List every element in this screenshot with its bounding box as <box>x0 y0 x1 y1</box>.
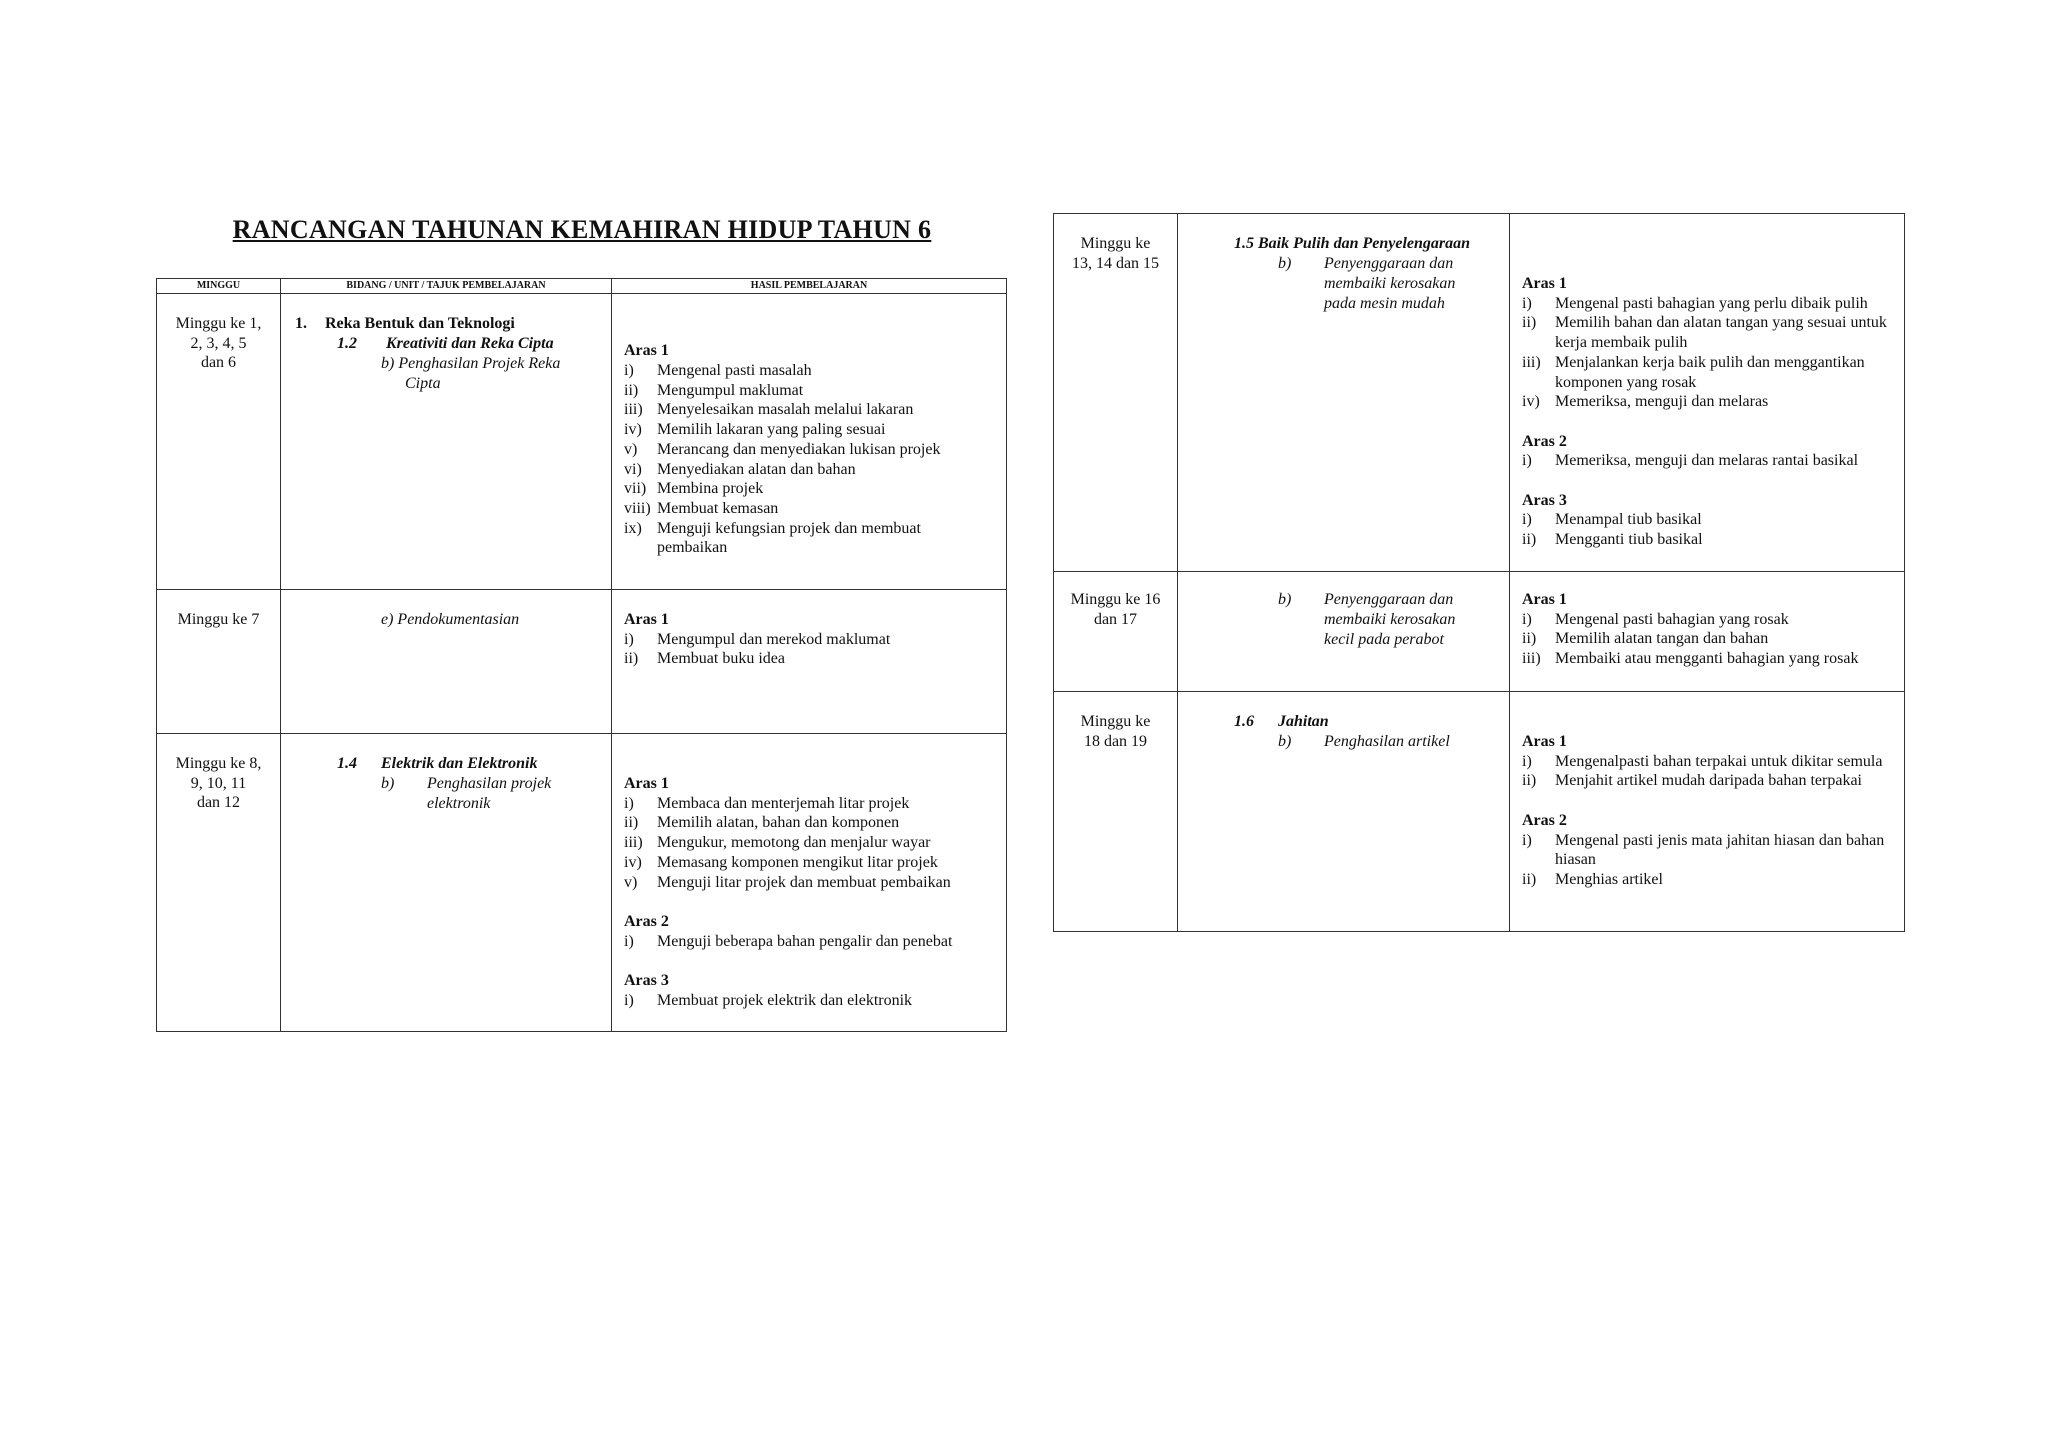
minggu-line: Minggu ke <box>1080 235 1151 252</box>
hasil-cell <box>1510 572 1905 692</box>
topic-title: Elektrik dan Elektronik <box>381 755 538 772</box>
list-item: ii) Memilih alatan tangan dan bahan <box>1522 630 1769 648</box>
outcome-list <box>624 630 1000 669</box>
hasil-cell <box>612 734 1007 1032</box>
minggu-cell <box>157 734 281 1032</box>
hasil-cell <box>1510 692 1905 932</box>
subtopic-line: Penyenggaraan dan <box>1324 255 1454 272</box>
minggu-cell <box>157 590 281 734</box>
list-item: iii) Menjalankan kerja baik pulih dan menggantikan komponen yang rosak <box>1522 353 1865 391</box>
aras-label: Aras 1 <box>1522 591 1567 608</box>
topic-number: 1.2 <box>337 335 357 352</box>
subtopic-line: Penghasilan artikel <box>1324 733 1450 750</box>
list-item: v) Menguji litar projek dan membuat pembaikan <box>624 873 951 891</box>
minggu-line: Minggu ke 7 <box>177 611 260 628</box>
header-bidang: BIDANG / UNIT / TAJUK PEMBELAJARAN <box>281 279 612 294</box>
minggu-cell <box>157 294 281 590</box>
list-item: ii) Mengumpul maklumat <box>624 381 804 399</box>
bidang-cell <box>281 294 612 590</box>
aras-label: Aras 2 <box>624 912 669 930</box>
outcome-list <box>624 991 1000 1011</box>
aras-label: Aras 3 <box>624 972 669 989</box>
table-row <box>1054 214 1905 572</box>
list-item: ii) Mengganti tiub basikal <box>1522 531 1703 549</box>
list-item: i) Mengenal pasti bahagian yang perlu dibaik pulih <box>1522 294 1868 312</box>
aras-label: Aras 1 <box>624 611 669 628</box>
subtopic-line: membaiki kerosakan <box>1324 275 1456 292</box>
outcome-list <box>1522 510 1898 549</box>
subtopic-number: b) <box>1278 255 1292 272</box>
list-item: ix) Menguji kefungsian projek dan membuat pembaikan <box>624 519 921 557</box>
list-item: iii) Membaiki atau mengganti bahagian yang rosak <box>1522 650 1859 668</box>
hasil-cell <box>612 590 1007 734</box>
bidang-cell <box>1178 692 1510 932</box>
list-item: i) Mengenal pasti jenis mata jahitan hiasan dan bahan hiasan <box>1522 831 1885 869</box>
table-header-row <box>157 279 1007 294</box>
list-item: i) Mengenal pasti bahagian yang rosak <box>1522 610 1789 628</box>
minggu-line: 13, 14 dan 15 <box>1071 254 1160 272</box>
aras-label: Aras 1 <box>624 775 669 792</box>
list-item: i) Mengenal pasti masalah <box>624 362 812 380</box>
list-item: ii) Membuat buku idea <box>624 650 785 668</box>
aras-label: Aras 2 <box>1522 811 1567 829</box>
bidang-cell <box>1178 572 1510 692</box>
annual-plan-table-right <box>1053 213 1905 932</box>
topic-title: Jahitan <box>1278 713 1329 730</box>
header-hasil: HASIL PEMBELAJARAN <box>612 279 1007 294</box>
subtopic-number: b) <box>1278 733 1292 750</box>
table-row <box>1054 572 1905 692</box>
list-item: i) Mengumpul dan merekod maklumat <box>624 630 891 648</box>
list-item: vi) Menyediakan alatan dan bahan <box>624 460 856 478</box>
hasil-cell <box>1510 214 1905 572</box>
list-item: i) Memeriksa, menguji dan melaras rantai basikal <box>1522 452 1859 470</box>
list-item: iv) Memilih lakaran yang paling sesuai <box>624 421 886 439</box>
subtopic-line: Penyenggaraan dan <box>1324 591 1454 608</box>
aras-label: Aras 2 <box>1522 432 1567 450</box>
subtopic-line: Penghasilan projek <box>427 775 552 792</box>
list-item: i) Membuat projek elektrik dan elektronik <box>624 991 913 1009</box>
outcome-list <box>1522 451 1898 471</box>
bidang-cell <box>281 734 612 1032</box>
list-item: iv) Memasang komponen mengikut litar projek <box>624 853 938 871</box>
minggu-line: dan 12 <box>196 794 241 812</box>
table-row <box>1054 692 1905 932</box>
topic-title: Kreativiti dan Reka Cipta <box>386 335 554 352</box>
aras-label: Aras 1 <box>624 342 669 360</box>
subtopic-line: membaiki kerosakan <box>1324 611 1456 628</box>
unit-number: 1. <box>295 315 307 332</box>
aras-label: Aras 1 <box>1522 733 1567 750</box>
table-row <box>157 590 1007 734</box>
list-item: iii) Menyelesaikan masalah melalui lakaran <box>624 401 914 419</box>
bidang-cell <box>281 590 612 734</box>
table-row <box>157 734 1007 1032</box>
outcome-list <box>1522 294 1898 412</box>
list-item: ii) Menghias artikel <box>1522 870 1663 888</box>
topic-number: 1.4 <box>337 755 357 772</box>
minggu-line: Minggu ke 1, <box>175 315 262 332</box>
list-item: ii) Memilih bahan dan alatan tangan yang sesuai untuk kerja membaik pulih <box>1522 314 1887 352</box>
minggu-line: 9, 10, 11 <box>190 774 247 792</box>
header-minggu: MINGGU <box>157 279 281 294</box>
aras-label: Aras 1 <box>1522 275 1567 292</box>
list-item: i) Menampal tiub basikal <box>1522 511 1702 529</box>
list-item: iii) Mengukur, memotong dan menjalur wayar <box>624 834 931 852</box>
hasil-cell <box>612 294 1007 590</box>
list-item: i) Menguji beberapa bahan pengalir dan penebat <box>624 932 953 950</box>
list-item: v) Merancang dan menyediakan lukisan projek <box>624 440 941 458</box>
minggu-line: dan 6 <box>200 354 237 372</box>
outcome-list <box>624 932 1000 952</box>
minggu-cell <box>1054 572 1178 692</box>
aras-label: Aras 3 <box>1522 491 1567 509</box>
minggu-cell <box>1054 214 1178 572</box>
minggu-line: 18 dan 19 <box>1083 732 1148 750</box>
table-row <box>157 294 1007 590</box>
minggu-cell <box>1054 692 1178 932</box>
outcome-list <box>1522 831 1898 890</box>
annual-plan-table-left <box>156 278 1007 1032</box>
list-item: ii) Menjahit artikel mudah daripada bahan terpakai <box>1522 772 1862 790</box>
outcome-list <box>624 361 1000 558</box>
subtopic-number: b) <box>381 775 395 792</box>
minggu-line: Minggu ke 16 <box>1070 591 1161 608</box>
topic-number: 1.6 <box>1234 713 1254 730</box>
minggu-line: Minggu ke <box>1080 713 1151 730</box>
document-title: RANCANGAN TAHUNAN KEMAHIRAN HIDUP TAHUN 6 <box>232 215 932 244</box>
minggu-line: Minggu ke 8, <box>175 755 262 772</box>
subtopic-line: pada mesin mudah <box>1324 295 1445 312</box>
list-item: i) Mengenalpasti bahan terpakai untuk dikitar semula <box>1522 752 1883 770</box>
list-item: viii) Membuat kemasan <box>624 500 779 517</box>
bidang-cell <box>1178 214 1510 572</box>
topic-title: 1.5 Baik Pulih dan Penyelengaraan <box>1234 235 1471 252</box>
list-item: vii) Membina projek <box>624 480 764 498</box>
list-item: iv) Memeriksa, menguji dan melaras <box>1522 393 1769 411</box>
outcome-list <box>624 794 1000 893</box>
outcome-list <box>1522 610 1898 669</box>
subtopic-line: e) Pendokumentasian <box>381 611 520 628</box>
subtopic-line: kecil pada perabot <box>1324 631 1444 648</box>
outcome-list <box>1522 752 1898 791</box>
unit-title: Reka Bentuk dan Teknologi <box>325 315 515 332</box>
minggu-line: 2, 3, 4, 5 <box>190 334 247 352</box>
subtopic-line: Cipta <box>405 375 441 392</box>
minggu-line: dan 17 <box>1093 610 1138 628</box>
subtopic-line: b) Penghasilan Projek Reka <box>381 355 561 372</box>
subtopic-number: b) <box>1278 591 1292 608</box>
subtopic-line: elektronik <box>427 795 491 812</box>
list-item: ii) Memilih alatan, bahan dan komponen <box>624 814 900 832</box>
list-item: i) Membaca dan menterjemah litar projek <box>624 794 910 812</box>
